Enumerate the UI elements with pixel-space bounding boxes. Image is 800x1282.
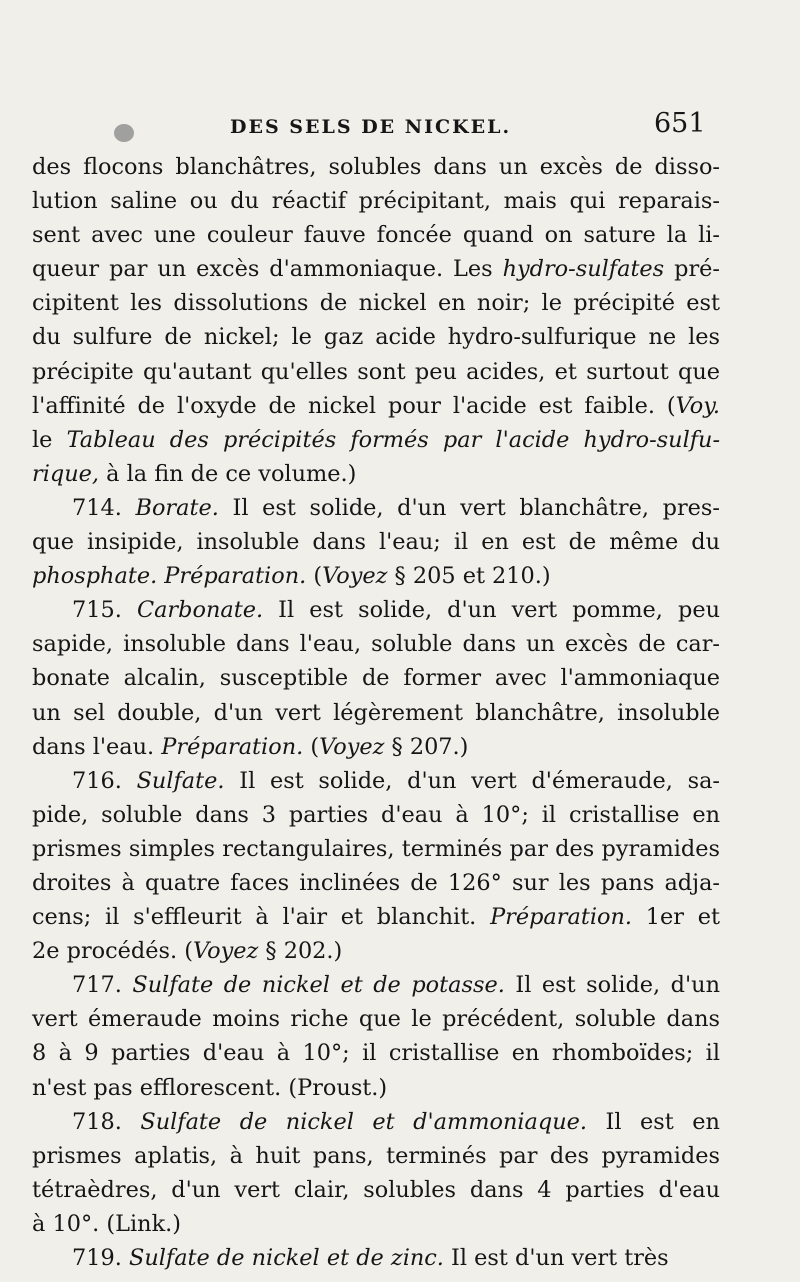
text-run: ( [303, 733, 320, 760]
text-line [32, 218, 720, 252]
italic-text: Sulfate de nickel et de zinc. [128, 1245, 444, 1271]
text-run: Il est solide, d'un vert pomme, peu [263, 597, 721, 624]
text-run: bonate alcalin, susceptible de former avec l'ammoniaque [32, 665, 720, 692]
italic-text: Préparation. [161, 733, 304, 760]
text-line [32, 491, 720, 525]
italic-text: Tableau des précipités formés par l'acide hydro-sulfu- [66, 426, 721, 453]
text-run: un sel double, d'un vert légèrement blanchâtre, insoluble [32, 699, 720, 726]
text-line [32, 1241, 720, 1275]
text-run: 717. [72, 972, 133, 999]
italic-text: Voyez [192, 938, 259, 965]
text-line [32, 900, 720, 934]
text-run: vert émeraude moins riche que le précédent, soluble dans [32, 1006, 720, 1033]
italic-text: rique, [32, 460, 99, 487]
page-number: 651 [654, 108, 706, 139]
italic-text: phosphate. Préparation. [32, 563, 307, 590]
text-run: Il est d'un vert très [443, 1245, 669, 1271]
text-run: 1er et [632, 904, 721, 931]
paragraph [32, 491, 720, 593]
text-run: à la fin de ce volume.) [99, 460, 357, 487]
text-line [32, 184, 720, 218]
italic-text: Voy. [675, 392, 720, 419]
text-run: l'affinité de l'oxyde de nickel pour l'acide est faible. ( [32, 392, 676, 419]
text-run: ( [306, 563, 323, 590]
text-line [32, 661, 720, 695]
text-line [32, 1207, 720, 1241]
text-run: 718. [72, 1108, 141, 1135]
text-run: Il est solide, d'un [504, 972, 721, 999]
page-header [0, 104, 800, 144]
text-line [32, 968, 720, 1002]
text-run: à 10°. (Link.) [32, 1210, 181, 1237]
text-run: pré- [664, 256, 720, 283]
text-run: sent avec une couleur fauve foncée quand on sature la li- [32, 222, 720, 249]
italic-text: Carbonate. [136, 597, 264, 624]
text-line [32, 457, 720, 491]
text-line [32, 832, 720, 866]
text-run: cipitent les dissolutions de nickel en noir; le précipité est [32, 290, 720, 317]
text-line [32, 730, 720, 764]
text-run: queur par un excès d'ammoniaque. Les [32, 256, 503, 283]
paragraph [32, 1241, 720, 1275]
text-line [32, 423, 720, 457]
text-run: n'est pas efflorescent. (Proust.) [32, 1074, 388, 1101]
text-run: 8 à 9 parties d'eau à 10°; il cristallise en rhomboïdes; il [32, 1040, 720, 1067]
text-run: lution saline ou du réactif précipitant, mais qui reparais- [32, 188, 720, 215]
text-line [32, 389, 720, 423]
text-run: sapide, insoluble dans l'eau, soluble dans un excès de car- [32, 631, 720, 658]
italic-text: Voyez [319, 733, 385, 760]
text-line [32, 1071, 720, 1105]
text-run: § 207.) [384, 733, 469, 760]
text-line [32, 1002, 720, 1036]
italic-text: Préparation. [490, 904, 633, 931]
body-text [32, 150, 720, 1275]
text-run: tétraèdres, d'un vert clair, solubles dans 4 parties d'eau [32, 1176, 720, 1203]
text-line [32, 764, 720, 798]
text-run: 719. [72, 1245, 129, 1271]
text-line [32, 286, 720, 320]
text-line [32, 559, 720, 593]
text-run: § 205 et 210.) [387, 563, 551, 590]
italic-text: Borate. [135, 494, 219, 521]
paragraph [32, 764, 720, 969]
italic-text: Sulfate de nickel et d'ammoniaque. [140, 1108, 588, 1135]
text-line [32, 150, 720, 184]
text-run: que insipide, insoluble dans l'eau; il en est de même du [32, 529, 720, 556]
text-run: 716. [72, 767, 137, 794]
text-run: du sulfure de nickel; le gaz acide hydro-sulfurique ne les [32, 324, 720, 351]
text-line [32, 798, 720, 832]
paragraph [32, 150, 720, 491]
text-run: 2e procédés. ( [32, 938, 193, 965]
text-line [32, 1105, 720, 1139]
text-run: cens; il s'effleurit à l'air et blanchit. [32, 904, 491, 931]
text-run: droites à quatre faces inclinées de 126° sur les pans adja- [32, 869, 720, 896]
text-line [32, 1036, 720, 1070]
text-line [32, 355, 720, 389]
text-line [32, 866, 720, 900]
text-line [32, 1173, 720, 1207]
paragraph [32, 968, 720, 1104]
text-run: 715. [72, 597, 137, 624]
text-run: prismes aplatis, à huit pans, terminés par des pyramides [32, 1142, 720, 1169]
text-line [32, 934, 720, 968]
italic-text: Sulfate de nickel et de potasse. [132, 972, 505, 999]
text-line [32, 1139, 720, 1173]
text-line [32, 252, 720, 286]
text-line [32, 593, 720, 627]
text-run: prismes simples rectangulaires, terminés par des pyramides [32, 835, 720, 862]
text-run: Il est en [587, 1108, 720, 1135]
text-run: Il est solide, d'un vert d'émeraude, sa- [224, 767, 720, 794]
text-run: le [32, 426, 67, 453]
running-title: DES SELS DE NICKEL. [230, 116, 512, 138]
text-line [32, 627, 720, 661]
text-run: § 202.) [258, 938, 343, 965]
paragraph [32, 593, 720, 763]
text-run: 714. [72, 494, 136, 521]
text-line [32, 696, 720, 730]
text-run: Il est solide, d'un vert blanchâtre, pres- [218, 494, 720, 521]
italic-text: hydro-sulfates [502, 256, 665, 283]
text-line [32, 525, 720, 559]
paragraph [32, 1105, 720, 1241]
italic-text: Sulfate. [136, 767, 225, 794]
text-line [32, 320, 720, 354]
text-run: des flocons blanchâtres, solubles dans un excès de disso- [32, 154, 720, 180]
italic-text: Voyez [322, 563, 388, 590]
text-run: dans l'eau. [32, 733, 162, 760]
text-run: pide, soluble dans 3 parties d'eau à 10°; il cristallise en [32, 801, 720, 828]
text-run: précipite qu'autant qu'elles sont peu acides, et surtout que [32, 358, 720, 385]
